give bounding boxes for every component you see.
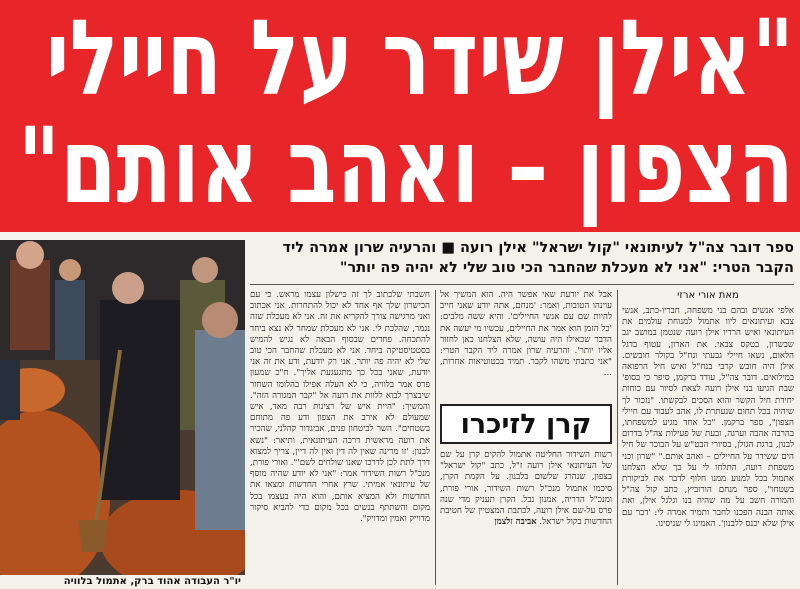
subheadline-line-1: ספר דובר צה"ל לעיתונאי "קול ישראל" אילן רועה ■ והרעיה שרון אמרה ליד [282, 240, 794, 256]
subheadline-line-2: הקבר הטרי: "אני לא מעכלת שהחבר הכי טוב שלי לא יהיה פה יותר" [339, 260, 794, 276]
funeral-photo [0, 240, 245, 576]
photo-caption: יו"ר העבודה אהוד ברק, אתמול בלוויה [0, 575, 245, 589]
subheadline [250, 238, 794, 278]
article-column-right: אלפי אנשים ובהם בני משפחה, חבריו-כתב, אנשי צבא ועיתונאים ליוו אתמול למנוחת עולמים את העיתונאי ואיש הרדיו אילן רועה שנטמן במושב יגב שבשרון, בטקס צבאי. את הארון, עטוף בדגל הלאום, נשאו חיילי גבעתי ונח"ל בקולר חובשים. אילן היה חובש קרבי בנח"ל ואיש חיל הרפואה במילואים. דובר צה"ל, עודד ברקמן, סיפר כי בסופ' שבת הגיעו בני אילן רועה לצאת לסיור עם כוחות יחידת חיל הקשר והוא הסכים לבקשתו. "נזכור לך שיהיה בכל תחום שנעתרת לו, אהב לעבוד עם חיילי הצפון", ספר ברקמן. "כל אחד מגיע למשפחתו, בהרבה אהבה וערגה, ובעת של פעילות צה"ל בדרום לבנון, ברגת הגולן, בסיורי הבט"ש על הבוכר של חיל הים ששידר על החיילים – ואהב אותם." "שרון וכני משפחת רועה, התלחו לי על כך שלא הצלחנו אתמול בכל למנוע ממנו חלוף לדבר את לביקורת בשטחו", ספר מנחם הורוביץ, כתב קול צה"ל והמורה חשב על מה שהיה בנו וגלגל אילן, ואת אותה הבנה הפכנו לחבר ותמיד אמרה לי: 'דבר עם אילן שלא יכנס ללבנון'. האמינו לי שניסינו. [622, 306, 794, 529]
byline: מאת אורי ארזי [677, 290, 739, 301]
memorial-fund-box-title: קרן לזיכרו [440, 404, 612, 444]
headline-line-1: "אילן שידר על חיילי [45, 0, 794, 119]
memorial-fund-signature: אביבה זלצמן [494, 517, 537, 528]
memorial-fund-text: רשות השידור החליטה אתמול להקים קרן על שם של העיתונאי אילן רועה ז"ל, כתב "קול ישראל" בצפון, שנהרג שלשום בלבנון. על הקמת הקרן, סיכמו אתמול מנכ"ל רשות השידור, אורי פורת, ומנכ"ל הדריה, אמנון נבל. הקרן תעניק מדי שנה פרס על-שם אילן רועה, לכתבת המצטיין של חטיבת החדשות בקול ישראל. [440, 450, 612, 528]
article-column-left: חשבתי שלכתוב לך זה כישלון עצמו מראש. כי עם הכישרון שלך אף אחד לא יכול להתחרות. אני אכתוב ואני מרגישה צורך להקריא את זה. אני לא מעכלת שזה נגמר, שהלכת לי. אני לא מעכלת שמחר לא נצא ביחד להתכחה. פחדים שבסוף הבאה לא נגיש להמיש בסטטיסטיקה ביחד. אני לא מעכלת שהחבר הכי טוב שלי לא יהיה פה יותר. אני רק יודעת, ודע את זה אני יודעת, שאני בכל כך מתגעגעת אליך". ח"כ שמעון פרס אמר בלוויה, כי לא העלה אפילו בהלומו השחור שיבצרך לבוא ללוות את רועה אל "קבר המגורה הזה". והמשיך: "היית איש של רצינות רבה מאד, איש שמעולם לא אירב את הצפון ודע פה מתוחם בשטחים". השר לביטחון פנים, אביגדור קהלני, שהכיר את רועה מראשית דרכה העיתונאית, ותיאר: "נשא לבנון: 'זו מרינה שאין לה דין ואין לה דיין, צריך למצוא דרך לתת לכן לדרכו שאנו שולחים לשם'". ואורי פורת, מנכ"ל רשות השידור אמר: "אני לא יודע שהיה מוסף של עיתונאי אמיתי. שרץ אחרי החדשות ומצאו את החדשות ולא המציא אותם, והוא היה בעצמו בכל מקום והשתתף בנשים בכל מקום כדי להביא סיקור מדוייק ואמין ומדויק". [250, 290, 430, 525]
column-divider-right [617, 290, 618, 585]
memorial-fund-box [440, 450, 612, 580]
headline-line-2: הצפון – ואהב אותם" [17, 105, 794, 227]
column-divider-left [435, 290, 436, 585]
subhead-divider [250, 284, 794, 285]
headline-banner [0, 0, 800, 232]
article-column-middle: אבל את יודעת שאי אפשר היה. הוא המשיך אל עוינהו הטובות, ואמר: 'מנחם, אתה יודע שאני חייב להיות שם עם אנשי החיילים'. והיא ששה מלבים: 'כל הזמן הוא אמר את החיילים, עכשיו מי יעשה את הדבר שכאילו היה עושה, שלא הצלחנו כאן לחזור אליו יותר'. והרעיה שרון אמרה ליד הקבר הטרי: "אני כתבתי משהו לקבר. תמיד בכטוטיאות אחרות, ... [440, 290, 612, 379]
